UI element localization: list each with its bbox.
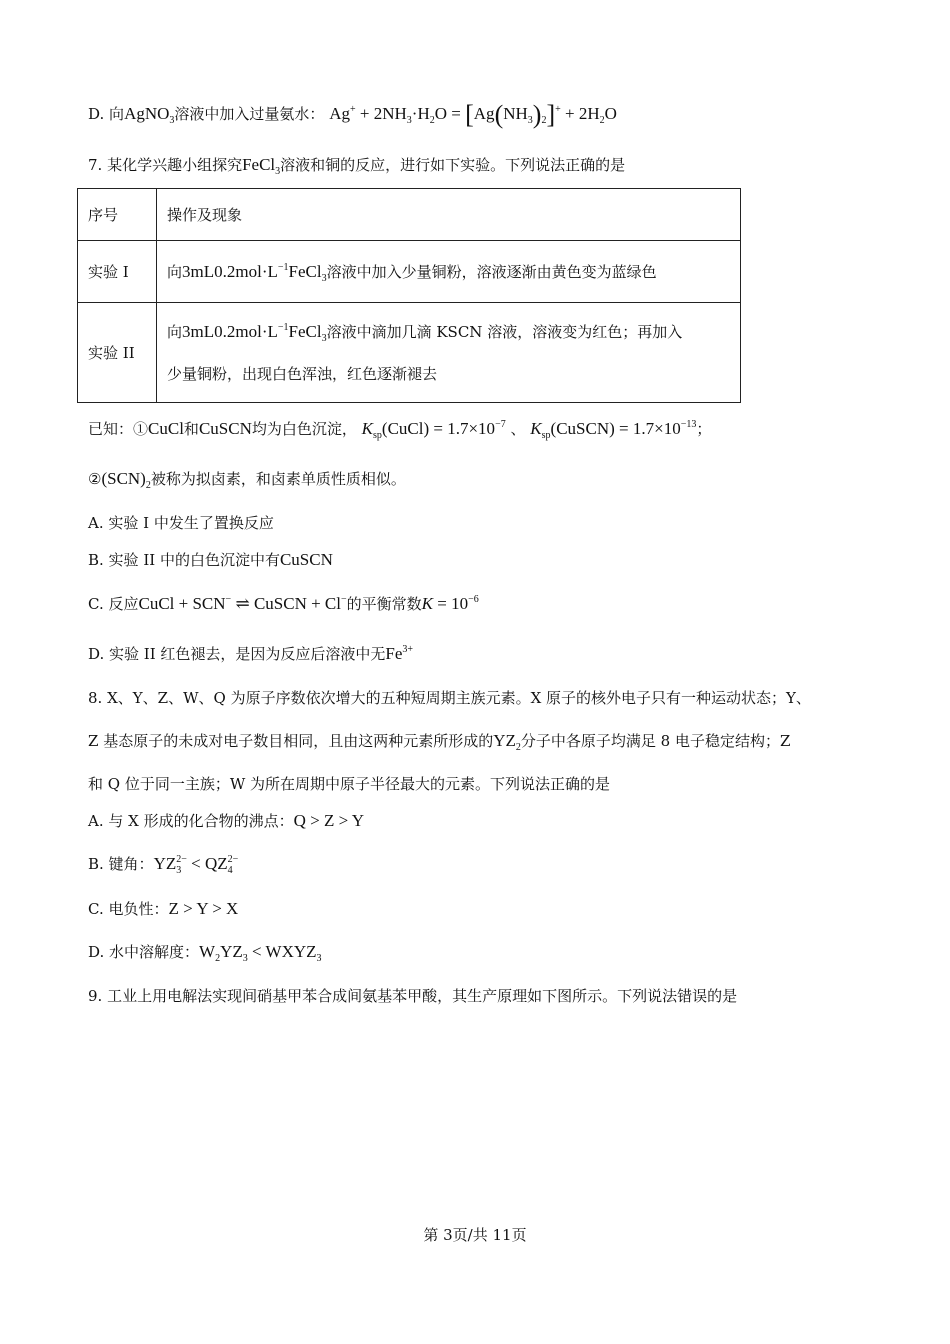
formula-agno3: AgNO$_3$ <box>124 104 175 126</box>
q7-stem: 7. 某化学兴趣小组探究FeCl$_3$溶液和铜的反应，进行如下实验。下列说法正确的是 <box>88 155 626 177</box>
q7-option-b: B. 实验 II 中的白色沉淀中有CuSCN <box>88 550 333 569</box>
page-footer: 第 3页/共 11页 <box>423 1226 527 1244</box>
row-experiment-1-desc: 向$3mL0.2mol\cdot L^{-1}FeCl_3$溶液中加入少量铜粉，溶液逐渐由黄色变为蓝绿色 <box>157 241 741 303</box>
q7-known-2: $②(SCN)_2$被称为拟卤素，和卤素单质性质相似。 <box>88 469 406 491</box>
row-experiment-1-name: 实验 I <box>78 241 157 303</box>
experiment-table <box>77 188 741 403</box>
q8-stem-line-2: Z 基态原子的未成对电子数目相同，且由这两种元素所形成的$YZ_2$分子中各原子均满足 8 电子稳定结构；Z <box>88 731 791 753</box>
q7-option-c: C. 反应CuCl + SCN− ⇌ CuSCN + Cl−的平衡常数$K = 10^{-6}$ <box>88 594 479 613</box>
q7-known-1: 已知：①CuCl和CuSCN均为白色沉淀， $K_{sp}(CuCl) = 1.7\times 10^{-7}$ 、 $K_{sp}(CuSCN) = 1.7\times 10^{-13}$； <box>88 419 712 441</box>
header-number: 序号 <box>78 189 157 241</box>
table-row <box>78 241 741 303</box>
ksp-cuscn: $K_{sp}(CuSCN) = 1.7\times 10^{-13}$ <box>530 419 697 441</box>
q8-option-d: D. 水中溶解度：$W_2YZ_3$ < $WXYZ_3$ <box>88 942 322 964</box>
table-row <box>78 303 741 403</box>
q8-stem-line-3: 和 Q 位于同一主族；W 为所在周期中原子半径最大的元素。下列说法正确的是 <box>88 775 611 793</box>
ksp-cucl: $K_{sp}(CuCl) = 1.7\times 10^{-7}$ <box>361 419 506 441</box>
q6-option-d: D. 向AgNO$_3$溶液中加入过量氨水： $Ag^+ + 2NH_3\cdot H_2O = [Ag(NH_3)_2]^+ + 2H_2O$ <box>88 100 617 129</box>
header-operation: 操作及现象 <box>157 189 741 241</box>
q8-option-a: A. 与 X 形成的化合物的沸点：Q > Z > Y <box>88 811 365 830</box>
q8-stem-line-1: 8. X、Y、Z、W、Q 为原子序数依次增大的五种短周期主族元素。X 原子的核外电子只有一种运动状态；Y、 <box>88 689 811 707</box>
formula-fecl3: FeCl$_3$ <box>242 155 281 177</box>
table-header-row <box>78 189 741 241</box>
q7-option-a: A. 实验 I 中发生了置换反应 <box>88 514 274 532</box>
q9-stem: 9. 工业上用电解法实现间硝基甲苯合成间氨基苯甲酸，其生产原理如下图所示。下列说法错误的是 <box>88 987 738 1005</box>
q8-option-c: C. 电负性：Z > Y > X <box>88 899 239 918</box>
q8-option-b: B. 键角：$YZ_3^{2-} < QZ_4^{2-}$ <box>88 854 239 876</box>
row-experiment-2-name: 实验 II <box>78 303 157 403</box>
row-experiment-2-desc: 向$3mL0.2mol\cdot L^{-1}FeCl_3$溶液中滴加几滴 KSCN 溶液，溶液变为红色；再加入 少量铜粉，出现白色浑浊，红色逐渐褪去 <box>157 303 741 403</box>
q7-option-d: D. 实验 II 红色褪去，是因为反应后溶液中无$Fe^{3+}$ <box>88 644 414 663</box>
equation-silver-ammonia: $Ag^+ + 2NH_3\cdot H_2O = [Ag(NH_3)_2]^+ + 2H_2O$ <box>329 100 617 129</box>
